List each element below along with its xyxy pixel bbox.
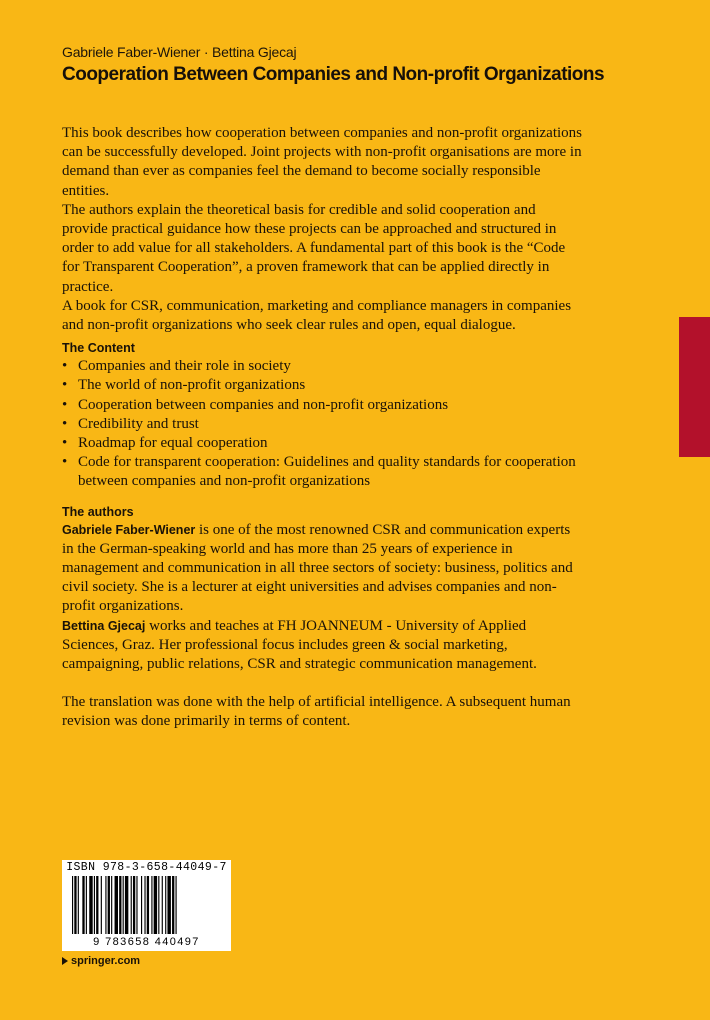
barcode-bar	[125, 876, 128, 934]
spacer	[62, 674, 582, 693]
description-paragraph-1: This book describes how cooperation between companies and non-profit organizations can be successfully developed. Joint projects with non-profit organisations are more in demand than ever as companies feel the demand to become socially responsible entities.	[62, 125, 582, 199]
barcode-bar	[158, 876, 159, 934]
bullet-icon: •	[62, 415, 68, 432]
barcode-bar	[147, 876, 149, 934]
barcode-bar	[165, 876, 166, 934]
description-paragraph-3: A book for CSR, communication, marketing and compliance managers in companies and non-profit organizations who seek clear rules and open, equal dialogue.	[62, 297, 572, 334]
barcode-bar	[131, 876, 132, 934]
barcode-bar	[133, 876, 135, 934]
barcode-bar	[72, 876, 73, 934]
barcode-bar	[154, 876, 157, 934]
barcode-bar	[86, 876, 87, 934]
author-bio-2	[62, 617, 582, 675]
barcode-bar	[111, 876, 112, 934]
barcode-bar	[78, 876, 79, 934]
barcode-bar	[162, 876, 163, 934]
isbn-label: ISBN 978-3-658-44049-7	[66, 861, 227, 874]
publisher-url: springer.com	[71, 955, 141, 967]
barcode-bar	[96, 876, 98, 934]
author-bio-text-2: works and teaches at FH JOANNEUM - University of Applied Sciences, Graz. Her professional focus includes green & social marketing, campaigning, public relations, CSR and strategic communication management.	[62, 617, 537, 673]
bullet-icon: •	[62, 435, 68, 452]
accent-bar	[679, 317, 710, 457]
barcode-bar	[119, 876, 121, 934]
barcode-bar	[82, 876, 84, 934]
content-item-text: Cooperation between companies and non-profit organizations	[78, 396, 449, 413]
author-names: Gabriele Faber-Wiener · Bettina Gjecaj	[62, 44, 297, 60]
bullet-icon: •	[62, 358, 68, 375]
barcode-graphic	[62, 876, 231, 936]
content-item-text: The world of non-profit organizations	[78, 377, 306, 394]
barcode-box	[62, 860, 231, 951]
barcode-bar	[123, 876, 124, 934]
bullet-icon: •	[62, 377, 68, 394]
content-list-item	[62, 376, 582, 395]
author-name-2: Bettina Gjecaj	[62, 618, 146, 633]
barcode-bar	[101, 876, 102, 934]
content-list-item	[62, 415, 582, 434]
barcode-bar	[108, 876, 110, 934]
bullet-icon: •	[62, 454, 68, 471]
barcode-bar	[136, 876, 137, 934]
barcode-bar	[89, 876, 92, 934]
barcode-bar	[141, 876, 142, 934]
barcode-bar	[167, 876, 170, 934]
barcode-digits: 9 783658 440497	[93, 936, 200, 948]
content-item-text: Code for transparent cooperation: Guidelines and quality standards for cooperation between companies and non-profit organizations	[78, 454, 576, 490]
barcode-bar	[74, 876, 76, 934]
barcode-bar	[94, 876, 95, 934]
content-item-text: Credibility and trust	[78, 415, 199, 432]
publisher-link[interactable]	[62, 955, 140, 967]
content-list-item	[62, 453, 582, 491]
barcode-bar	[176, 876, 177, 934]
bullet-icon: •	[62, 396, 68, 413]
back-cover-text	[62, 124, 582, 732]
content-list-item	[62, 357, 582, 376]
content-list	[62, 357, 582, 491]
content-list-item	[62, 434, 582, 453]
barcode-bar	[105, 876, 106, 934]
content-list-item	[62, 396, 582, 415]
author-bio-text-1: is one of the most renowned CSR and communication experts in the German-speaking world and has more than 25 years of experience in management and communication in all three sectors of society: business, politics and civil society. She is a lecturer at eight universities and advises companies and non-profit organizations.	[62, 521, 573, 615]
arrow-icon	[62, 957, 68, 965]
authors-heading: The authors	[62, 504, 134, 519]
content-item-text: Roadmap for equal cooperation	[78, 435, 268, 452]
barcode-bar	[115, 876, 118, 934]
content-item-text: Companies and their role in society	[78, 358, 291, 375]
author-name-1: Gabriele Faber-Wiener	[62, 522, 196, 537]
content-heading: The Content	[62, 341, 135, 356]
translation-note: The translation was done with the help of artificial intelligence. A subsequent human revision was done primarily in terms of content.	[62, 694, 571, 730]
book-title: Cooperation Between Companies and Non-profit Organizations	[62, 64, 605, 85]
author-bio-1	[62, 521, 582, 617]
barcode-bar	[144, 876, 145, 934]
description-paragraph-2: The authors explain the theoretical basis for credible and solid cooperation and provide practical guidance how these projects can be approached and structured in order to add value for all stakeholders. A fundamental part of this book is the “Code for Transparent Cooperation”, a proven framework that can be applied directly in practice.	[62, 201, 566, 295]
barcode-bar	[151, 876, 152, 934]
barcode-bar	[172, 876, 174, 934]
